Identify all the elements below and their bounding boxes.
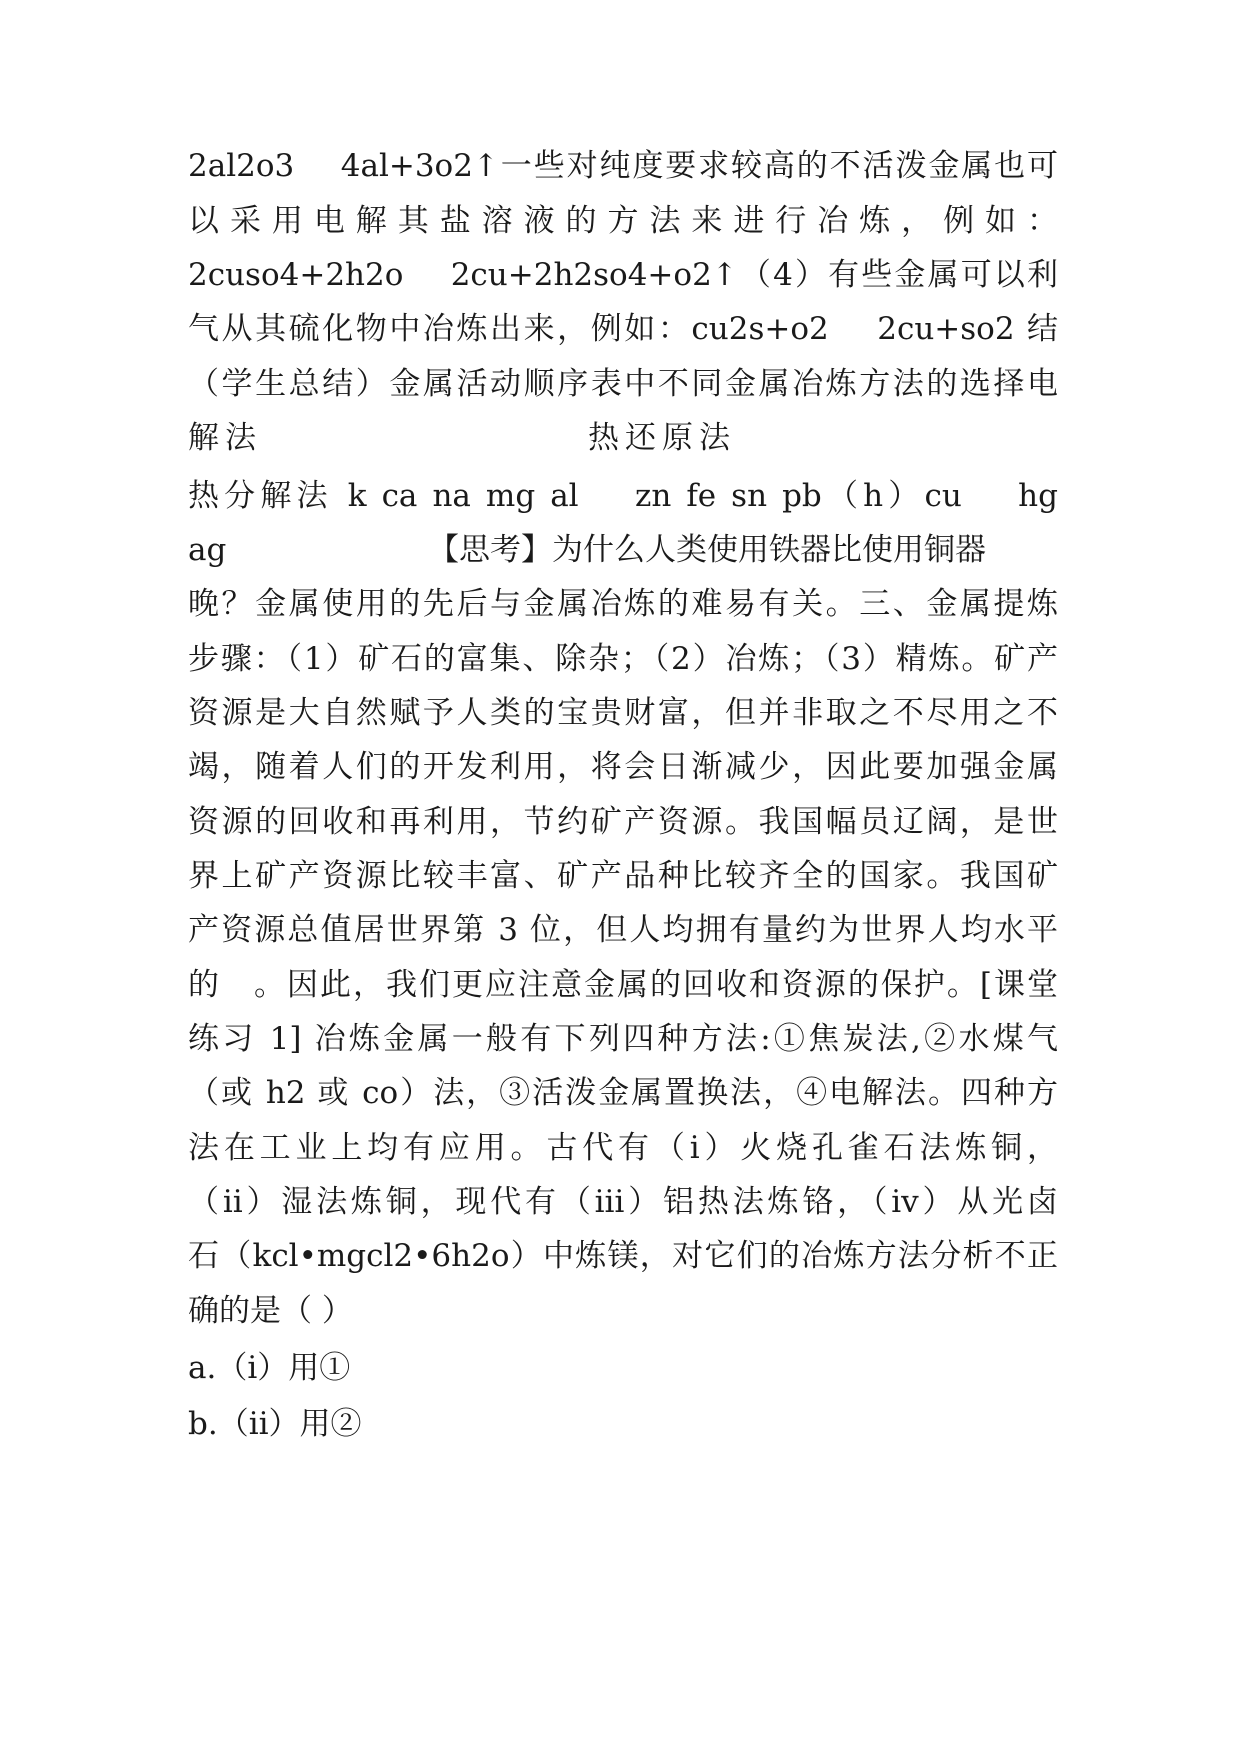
- option-a: a.（ⅰ）用①: [188, 1350, 351, 1386]
- exercise-line: （ⅱ）湿法炼铜，现代有（ⅲ）铝热法炼铬，（ⅳ）从光卤: [188, 1184, 1058, 1220]
- text-line: 资源是大自然赋予人类的宝贵财富，但并非取之不尽用之不: [188, 695, 1058, 731]
- text-line: 2cuso4+2h2o 2cu+2h2so4+o2↑（4）有些金属可以利: [188, 257, 1058, 293]
- think-prompt: 【思考】为什么人类使用铁器比使用铜器: [428, 532, 986, 568]
- text-line: 2al2o3 4al+3o2↑一些对纯度要求较高的不活泼金属也可: [188, 148, 1058, 184]
- think-line-prefix: ag: [188, 532, 227, 568]
- text-line: 竭，随着人们的开发利用，将会日渐减少，因此要加强金属: [188, 749, 1058, 785]
- think-line: [188, 521, 1058, 579]
- method-line: [188, 409, 1058, 467]
- exercise-line: 法在工业上均有应用。古代有（ⅰ）火烧孔雀石法炼铜，: [188, 1130, 1058, 1166]
- text-line: 产资源总值居世界第 3 位，但人均拥有量约为世界人均水平: [188, 912, 1058, 948]
- option-b: b.（ⅱ）用②: [188, 1406, 362, 1442]
- text-line: 步骤：（1）矿石的富集、除杂；（2）冶炼；（3）精炼。矿产: [188, 641, 1058, 677]
- text-line: （学生总结）金属活动顺序表中不同金属冶炼方法的选择电: [188, 366, 1058, 402]
- text-line: 气从其硫化物中冶炼出来，例如：cu2s+o2 2cu+so2 结: [188, 311, 1058, 347]
- text-line: 热分解法 k ca na mg al zn fe sn pb（h）cu hg: [188, 478, 1058, 514]
- method-thermal-reduction-label: 热还原法: [588, 420, 736, 456]
- text-line: 以采用电解其盐溶液的方法来进行冶炼，例如：: [188, 203, 1058, 239]
- text-line: 晚？金属使用的先后与金属冶炼的难易有关。三、金属提炼: [188, 586, 1058, 622]
- exercise-question-end: 确的是（ ）: [188, 1293, 353, 1329]
- text-line: 的 。因此，我们更应注意金属的回收和资源的保护。[课堂: [188, 967, 1058, 1003]
- exercise-line: 练习 1] 冶炼金属一般有下列四种方法:①焦炭法,②水煤气: [188, 1021, 1058, 1057]
- method-electrolysis-label: 解法: [188, 420, 262, 456]
- text-line: 界上矿产资源比较丰富、矿产品种比较齐全的国家。我国矿: [188, 858, 1058, 894]
- exercise-line: （或 h2 或 co）法，③活泼金属置换法，④电解法。四种方: [188, 1075, 1058, 1111]
- text-line: 资源的回收和再利用，节约矿产资源。我国幅员辽阔，是世: [188, 804, 1058, 840]
- exercise-line: 石（kcl•mgcl2•6h2o）中炼镁，对它们的冶炼方法分析不正: [188, 1238, 1058, 1274]
